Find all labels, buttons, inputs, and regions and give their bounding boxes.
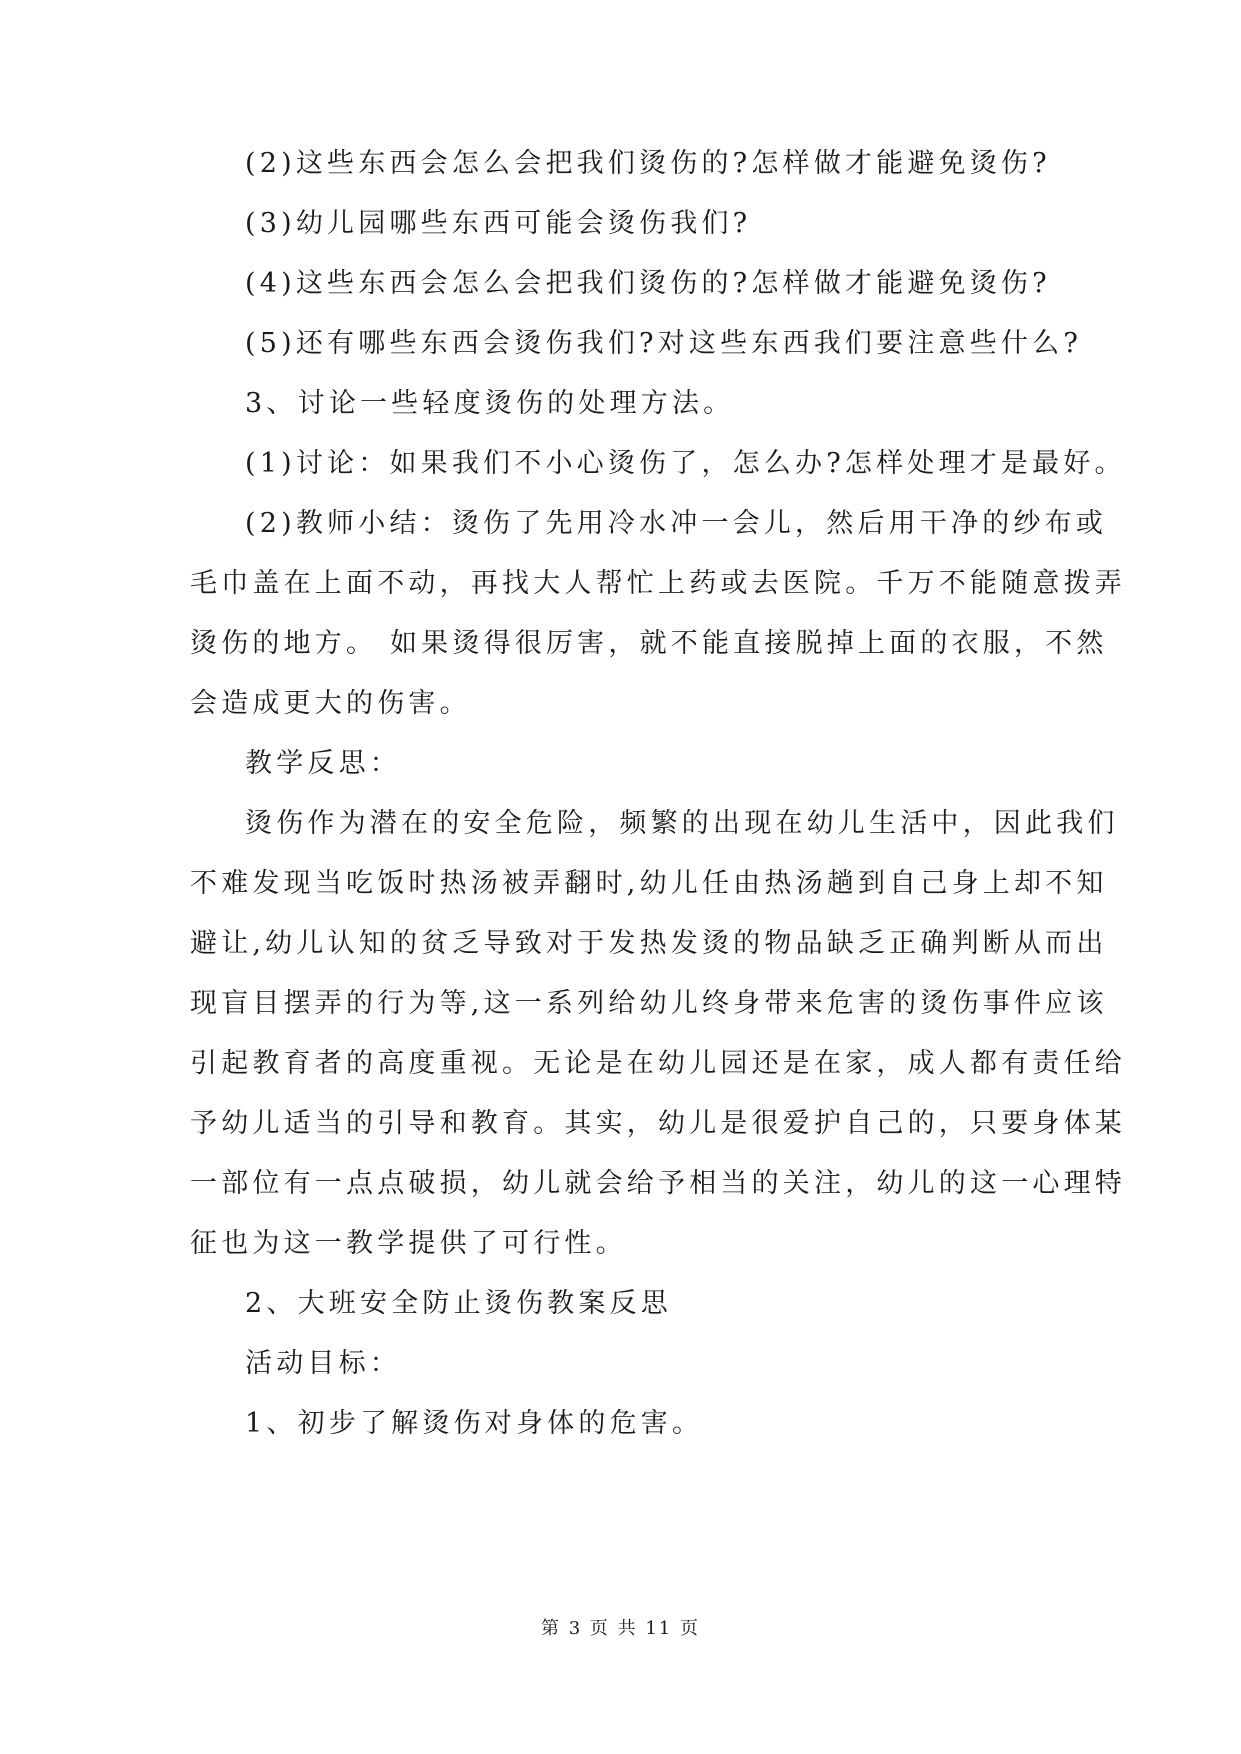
text-line: 烫伤的地方。 如果烫得很厉害，就不能直接脱掉上面的衣服，不然 xyxy=(190,628,1108,659)
text-line: (2)教师小结：烫伤了先用冷水冲一会儿，然后用干净的纱布或 xyxy=(245,508,1108,539)
text-line: (4)这些东西会怎么会把我们烫伤的?怎样做才能避免烫伤? xyxy=(245,268,1051,299)
text-line: (3)幼儿园哪些东西可能会烫伤我们? xyxy=(245,208,752,239)
page-footer: 第 3 页 共 11 页 xyxy=(541,1618,700,1639)
text-line: 引起教育者的高度重视。无论是在幼儿园还是在家，成人都有责任给 xyxy=(190,1048,1126,1079)
text-line: (2)这些东西会怎么会把我们烫伤的?怎样做才能避免烫伤? xyxy=(245,148,1051,179)
section-heading: 2、大班安全防止烫伤教案反思 xyxy=(245,1288,672,1319)
text-line: 现盲目摆弄的行为等,这一系列给幼儿终身带来危害的烫伤事件应该 xyxy=(190,988,1108,1019)
text-line: 1、初步了解烫伤对身体的危害。 xyxy=(245,1408,704,1439)
text-line: 一部位有一点点破损，幼儿就会给予相当的关注，幼儿的这一心理特 xyxy=(190,1168,1126,1199)
text-line: 避让,幼儿认知的贫乏导致对于发热发烫的物品缺乏正确判断从而出 xyxy=(190,928,1108,959)
text-line: 予幼儿适当的引导和教育。其实，幼儿是很爱护自己的，只要身体某 xyxy=(190,1108,1126,1139)
text-line: 不难发现当吃饭时热汤被弄翻时,幼儿任由热汤趟到自己身上却不知 xyxy=(190,868,1108,899)
text-line: 毛巾盖在上面不动，再找大人帮忙上药或去医院。千万不能随意拨弄 xyxy=(190,568,1126,599)
text-line: 3、讨论一些轻度烫伤的处理方法。 xyxy=(245,388,735,419)
text-line: (1)讨论：如果我们不小心烫伤了，怎么办?怎样处理才是最好。 xyxy=(245,448,1126,479)
text-line: 会造成更大的伤害。 xyxy=(190,688,471,719)
section-heading: 活动目标： xyxy=(245,1348,401,1379)
text-line: (5)还有哪些东西会烫伤我们?对这些东西我们要注意些什么? xyxy=(245,328,1082,359)
section-heading: 教学反思： xyxy=(245,748,401,779)
text-line: 烫伤作为潜在的安全危险，频繁的出现在幼儿生活中，因此我们 xyxy=(245,808,1119,839)
text-line: 征也为这一教学提供了可行性。 xyxy=(190,1228,627,1259)
